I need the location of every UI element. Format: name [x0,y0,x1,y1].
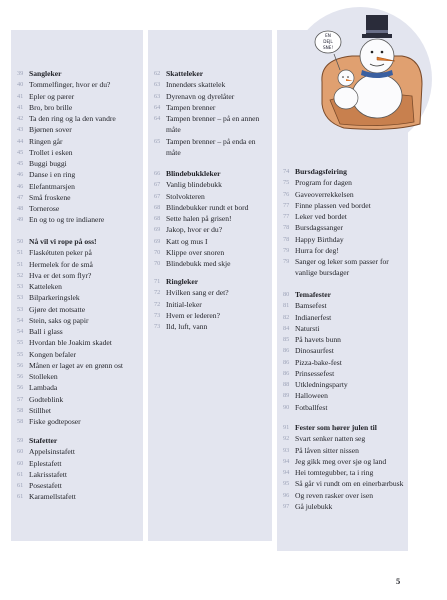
page-ref-number: 67 [154,181,161,189]
toc-entry [154,258,268,269]
page-ref-number: 61 [17,482,24,489]
entry-title: Fotballfest [295,402,328,412]
toc-entry [17,181,139,192]
entry-title: Katt og mus I [166,236,208,246]
toc-entry [154,79,268,90]
page-ref-number: 60 [17,448,24,456]
entry-title: Hei tomtegubber, ta i ring [295,468,374,477]
entry-title: Ringen går [29,136,63,146]
toc-heading-row [154,168,268,179]
page-ref-number: 70 [154,248,161,256]
toc-entry [17,214,139,225]
section-heading: Skatteleker [166,69,204,78]
page-ref-number: 57 [17,395,24,403]
entry-title: Blindebukker rundt et bord [166,202,249,212]
toc-entry [283,467,404,478]
entry-title: Bjørnen sover [29,125,72,135]
page-ref-number: 69 [154,237,161,245]
toc-heading-row [17,236,139,247]
toc-entry [154,247,268,258]
toc-entry [17,458,139,469]
toc-entry [17,480,139,491]
entry-title: En og to og tre indianere [29,215,105,225]
entry-title: Sanger og leker som passer for vanlige bursdager [295,257,389,278]
page-ref-number: 75 [283,179,290,187]
entry-title: Tampen brenner – på en annen måte [166,114,260,135]
entry-title: Stolleken [29,372,58,381]
toc-entry [154,179,268,190]
entry-title: Så går vi rundt om en einerbærbusk [295,479,404,489]
page-ref-number: 61 [17,493,24,501]
entry-title: Pizza-bake-fest [295,357,342,367]
toc-heading-row [17,68,139,79]
toc-entry [283,501,404,512]
entry-title: På havets bunn [295,335,341,344]
entry-title: Månen er laget av en grønn ost [29,360,124,370]
page-ref-number: 53 [17,294,24,302]
toc-entry [283,379,404,390]
entry-title: Hvem er lederen? [166,310,220,320]
entry-title: På låven sitter nissen [295,445,359,455]
section-heading: Nå vil vi rope på oss! [29,237,97,246]
toc-section [154,68,268,158]
toc-entry [17,360,139,371]
entry-title: Hurra for deg! [295,245,339,255]
toc-entry [283,234,404,245]
entry-title: Utkledningsparty [295,380,348,389]
page-ref-number: 40 [17,81,24,89]
toc-entry [17,371,139,382]
toc-entry [17,203,139,214]
page-ref-number: 64 [154,115,161,122]
entry-title: Svart senker natten seg [295,434,366,444]
page-ref-number: 46 [17,171,24,179]
entry-title: Og reven rasker over isen [295,490,374,500]
toc-heading-row [154,276,268,287]
page-ref-number: 47 [17,193,24,201]
page-ref-number: 48 [17,205,24,212]
page-ref-number: 72 [154,289,161,297]
toc-entry [17,147,139,158]
section-heading: Ringleker [166,277,199,286]
toc-entry [154,136,268,159]
toc-section [17,68,139,226]
toc-heading-row [283,289,404,300]
toc-entry [283,456,404,467]
page-ref-number: 51 [17,260,24,268]
entry-title: Prinsessefest [295,368,335,378]
entry-title: Dyrenavn og dyrelåter [166,91,235,101]
page-ref-number: 51 [17,249,24,257]
page-ref-number: 84 [283,324,290,332]
toc-entry [283,300,404,311]
toc-entry [283,368,404,379]
entry-title: Stein, saks og papir [29,315,89,325]
page-ref-number: 91 [283,424,290,431]
toc-entry [283,211,404,222]
toc-entry [17,382,139,393]
entry-title: Epler og pærer [29,91,75,101]
toc-entry [283,189,404,200]
entry-title: Initial-leker [166,299,202,309]
toc-section [154,276,268,332]
toc-entry [283,402,404,413]
entry-title: Indianerfest [295,312,332,322]
entry-title: Kongen befaler [29,349,77,359]
toc-entry [17,304,139,315]
page-ref-number: 54 [17,316,24,324]
page-ref-number: 94 [283,469,290,476]
entry-title: Tornerose [29,204,60,213]
entry-title: Eplestafett [29,458,62,468]
page-ref-number: 70 [154,260,161,267]
page-ref-number: 81 [283,302,290,310]
entry-title: Posestafett [29,481,62,490]
page-ref-number: 56 [17,384,24,392]
page-ref-number: 90 [283,403,290,411]
section-heading: Fester som hører julen til [295,423,377,432]
toc-entry [17,394,139,405]
toc-entry [17,349,139,360]
sign-text-3: SNE! [322,45,334,50]
entry-title: Appelsinstafett [29,447,75,457]
toc-section [283,289,404,413]
toc-entry [17,158,139,169]
page-ref-number: 94 [283,457,290,465]
entry-title: Innendørs skattelek [166,80,226,90]
toc-entry [283,478,404,489]
toc-entry [154,321,268,332]
toc-entry [17,102,139,113]
entry-title: Stillhet [29,405,51,415]
page-ref-number: 89 [283,392,290,400]
entry-title: Hvordan ble Joakim skadet [29,338,112,348]
page-ref-number: 55 [17,350,24,358]
toc-heading-row [154,68,268,79]
page-ref-number: 63 [154,92,161,100]
entry-title: Ball i glass [29,327,63,336]
entry-title: Små froskene [29,192,71,202]
page-ref-number: 95 [283,480,290,488]
toc-section [283,166,404,279]
toc-entry [17,469,139,480]
page-ref-number: 68 [154,203,161,211]
toc-entry [283,245,404,256]
page-ref-number: 62 [154,70,161,77]
entry-title: Ta den ring og la den vandre [29,114,116,123]
entry-title: Bro, bro brille [29,102,73,112]
entry-title: Finne plassen ved bordet [295,200,371,210]
toc-entry [283,490,404,501]
entry-title: Tampen brenner – på enda en måte [166,136,256,157]
entry-title: Karamellstafett [29,492,76,502]
toc-entry [283,323,404,334]
page-ref-number: 61 [17,470,24,478]
page-ref-number: 85 [283,336,290,343]
toc-entry [17,192,139,203]
toc-entry [17,169,139,180]
toc-entry [283,390,404,401]
toc-entry [154,236,268,247]
toc-entry [154,113,268,136]
page-ref-number: 45 [17,160,24,167]
toc-section [283,422,404,512]
entry-title: Ild, luft, vann [166,322,208,331]
entry-title: Hva er det som flyr? [29,270,92,280]
page-ref-number: 52 [17,271,24,279]
entry-title: Stolvokteren [166,191,205,201]
page-ref-number: 56 [17,361,24,369]
page-ref-number: 66 [154,170,161,177]
toc-entry [17,91,139,102]
page-ref-number: 74 [283,168,290,175]
toc-entry [17,446,139,457]
page-ref-number: 39 [17,70,24,77]
toc-section [154,168,268,269]
page-ref-number: 56 [17,373,24,380]
page-ref-number: 54 [17,328,24,335]
entry-title: Tampen brenner [166,102,216,112]
toc-entry [154,102,268,113]
entry-title: Program for dagen [295,178,352,188]
toc-section [17,236,139,427]
entry-title: Gaveoverrekkelsen [295,189,354,199]
page-ref-number: 53 [17,283,24,290]
toc-entry [154,224,268,235]
section-heading: Temafester [295,290,331,299]
toc-entry [154,310,268,321]
toc-entry [17,247,139,258]
page-ref-number: 79 [283,246,290,254]
toc-entry [17,124,139,135]
section-heading: Stafetter [29,436,58,445]
page-ref-number: 78 [283,235,290,243]
page-ref-number: 86 [283,358,290,366]
entry-title: Tommelfinger, hvor er du? [29,80,111,90]
page-ref-number: 86 [283,369,290,377]
sign-text-1: EN [325,33,331,38]
entry-title: Klippe over snoren [166,247,225,257]
page-ref-number: 69 [154,226,161,234]
entry-title: Hermelek for de små [29,259,93,269]
toc-entry [154,191,268,202]
entry-title: Sette halen på grisen! [166,214,232,223]
page-ref-number: 73 [154,323,161,330]
entry-title: Elefantmarsjen [29,181,75,191]
toc-entry [17,315,139,326]
page-ref-number: 58 [17,418,24,425]
toc-entry [17,79,139,90]
page-ref-number: 93 [283,446,290,454]
toc-entry [17,337,139,348]
page-ref-number: 63 [154,81,161,89]
toc-entry [154,202,268,213]
section-heading: Bursdagsfeiring [295,167,347,176]
entry-title: Fiske godteposer [29,417,81,426]
page-ref-number: 58 [17,406,24,414]
page-ref-number: 68 [154,215,161,222]
toc-heading-row [283,166,404,177]
page-ref-number: 76 [283,190,290,198]
toc-heading-row [17,435,139,446]
toc-entry [17,491,139,502]
page-ref-number: 49 [17,216,24,224]
page-ref-number: 59 [17,437,24,444]
section-heading: Blindebukkleker [166,169,221,178]
page-number: 5 [396,576,401,586]
page-ref-number: 43 [17,126,24,134]
page-ref-number: 44 [17,137,24,145]
page-ref-number: 55 [17,339,24,347]
toc-entry [283,445,404,456]
toc-entry [154,287,268,298]
toc-column-left [11,30,143,541]
toc-entry [283,433,404,444]
page-ref-number: 45 [17,148,24,156]
page-ref-number: 97 [283,502,290,510]
toc-entry [154,213,268,224]
toc-entry [17,326,139,337]
entry-title: Jakop, hvor er du? [166,225,223,235]
entry-title: Happy Birthday [295,234,344,244]
page-ref-number: 41 [17,92,24,100]
page-ref-number: 72 [154,300,161,308]
entry-title: Lakrisstafett [29,469,67,479]
page-ref-number: 41 [17,103,24,111]
entry-title: Flaskétuten peker på [29,248,92,258]
page-ref-number: 46 [17,182,24,190]
toc-entry [17,113,139,124]
page-ref-number: 67 [154,192,161,200]
toc-entry [17,270,139,281]
toc-entry [283,222,404,233]
page-ref-number: 50 [17,238,24,245]
entry-title: Vanlig blindebukk [166,180,222,190]
entry-title: Godteblink [29,394,64,404]
entry-title: Jeg gikk meg over sjø og land [295,456,387,466]
toc-entry [283,345,404,356]
page-ref-number: 79 [283,258,290,265]
page-ref-number: 88 [283,381,290,388]
toc-entry [283,312,404,323]
sign-text-2: DEJL [323,39,333,44]
entry-title: Buggi buggi [29,159,67,168]
toc-section [17,435,139,503]
page-ref-number: 80 [283,291,290,298]
entry-title: Dinosaurfest [295,346,334,356]
snowman-illustration [282,4,432,154]
toc-entry [17,405,139,416]
toc-entry [154,91,268,102]
toc-entry [17,281,139,292]
page-ref-number: 96 [283,491,290,499]
entry-title: Hvilken sang er det? [166,288,229,298]
page-ref-number: 86 [283,347,290,355]
page-ref-number: 64 [154,103,161,111]
entry-title: Gå julebukk [295,501,333,511]
entry-title: Natursti [295,323,320,333]
toc-heading-row [283,422,404,433]
toc-column-middle [148,30,272,541]
entry-title: Gjøre det motsatte [29,304,86,314]
toc-entry [283,177,404,188]
entry-title: Leker ved bordet [295,212,347,221]
entry-title: Katteleken [29,282,62,291]
entry-title: Lambada [29,383,58,393]
entry-title: Blindebukk med skje [166,259,231,268]
toc-entry [17,259,139,270]
toc-entry [283,200,404,211]
entry-title: Bamsefest [295,301,327,311]
entry-title: Bursdagssanger [295,223,344,233]
page-ref-number: 78 [283,224,290,232]
page-ref-number: 53 [17,305,24,313]
section-heading: Sangleker [29,69,62,78]
toc-entry [283,334,404,345]
toc-entry [17,416,139,427]
toc-entry [17,292,139,303]
toc-entry [283,357,404,368]
entry-title: Halloween [295,391,328,401]
toc-entry [17,136,139,147]
page-ref-number: 77 [283,201,290,209]
page-ref-number: 71 [154,278,161,285]
page-ref-number: 92 [283,435,290,443]
entry-title: Trollet i esken [29,147,73,157]
page-ref-number: 65 [154,137,161,145]
page-ref-number: 60 [17,459,24,467]
toc-entry [283,256,404,279]
page-ref-number: 77 [283,213,290,220]
page-ref-number: 42 [17,115,24,122]
page-ref-number: 73 [154,311,161,319]
page-ref-number: 82 [283,313,290,321]
toc-entry [154,299,268,310]
entry-title: Danse i en ring [29,170,76,180]
entry-title: Bilparkeringslek [29,293,80,303]
